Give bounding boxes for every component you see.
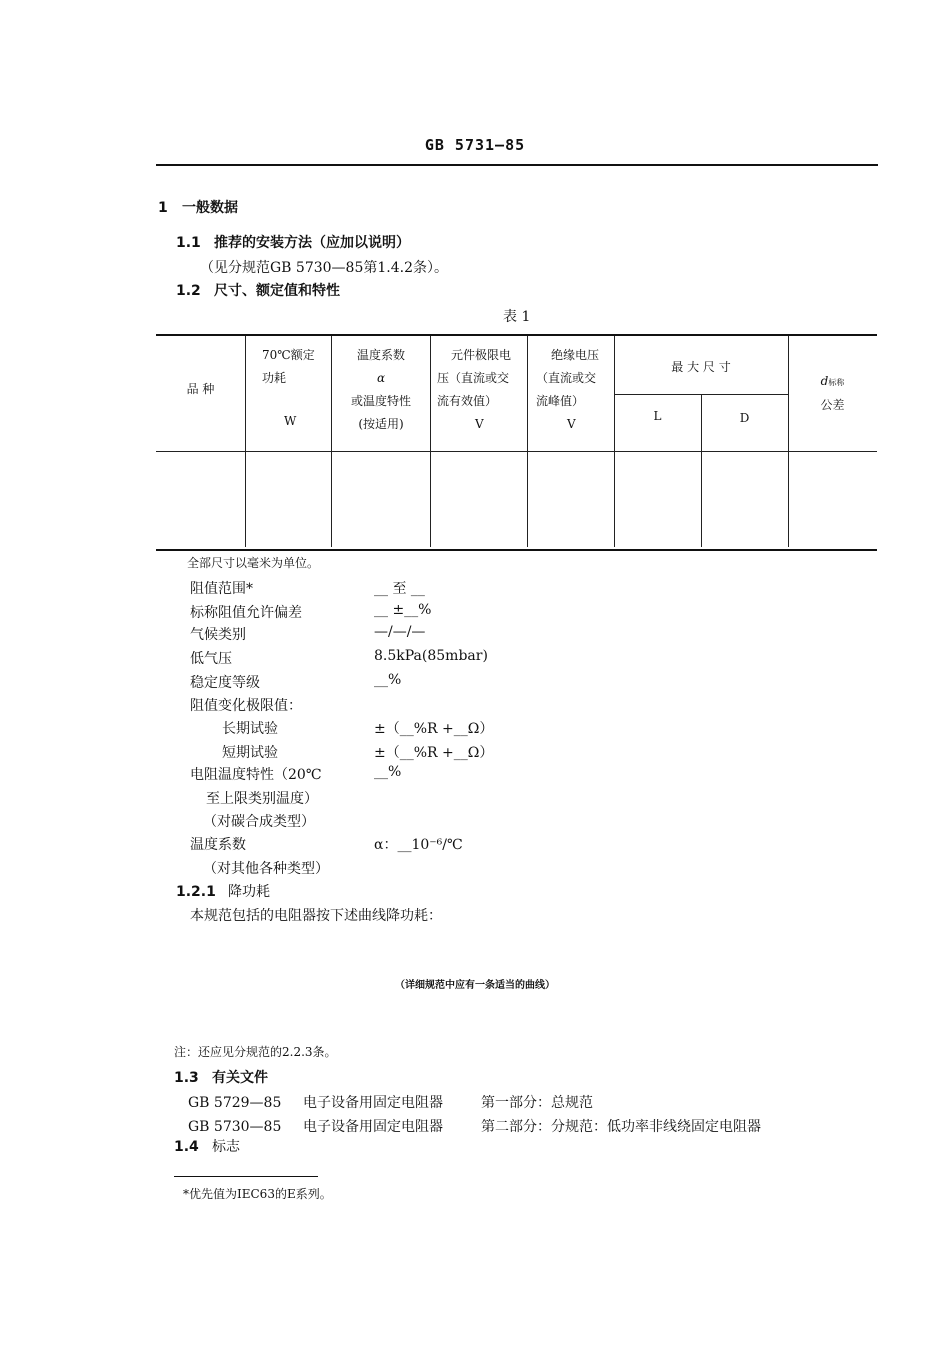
note-clause-223: 注：还应见分规范的2.2.3条。 bbox=[174, 1045, 337, 1059]
table-caption: 表 1 bbox=[503, 309, 531, 325]
param-label: （对其他各种类型） bbox=[203, 861, 329, 877]
param-label: 稳定度等级 bbox=[190, 675, 260, 691]
document-code: GB 5730—85 bbox=[188, 1119, 282, 1135]
param-value: ±（__%R +__Ω） bbox=[374, 721, 494, 737]
param-value: __% bbox=[374, 764, 402, 780]
header-limit-voltage bbox=[432, 344, 527, 436]
table-subheader-rule bbox=[614, 394, 788, 395]
header-line: 流峰值） bbox=[536, 394, 585, 408]
document-part: 第一部分：总规范 bbox=[481, 1095, 593, 1111]
section-1-2-1-heading bbox=[176, 881, 270, 901]
header-unit: W bbox=[284, 414, 297, 428]
table-col-divider bbox=[788, 336, 789, 547]
section-number: 1 bbox=[158, 200, 168, 216]
header-line: 或温度特性 bbox=[350, 394, 411, 408]
table-unit-note: 全部尺寸以毫米为单位。 bbox=[187, 556, 320, 570]
section-title: 尺寸、额定值和特性 bbox=[214, 283, 340, 299]
section-number: 1.4 bbox=[174, 1139, 199, 1155]
table-header-rule bbox=[156, 451, 877, 452]
header-line: (按适用) bbox=[358, 417, 404, 431]
header-d-symbol: d bbox=[820, 374, 829, 388]
param-label: 短期试验 bbox=[222, 745, 278, 761]
table-col-divider bbox=[527, 336, 528, 547]
param-value: —/—/— bbox=[374, 624, 426, 640]
param-label: 标称阻值允许偏差 bbox=[190, 605, 302, 621]
header-rated-power bbox=[248, 344, 328, 433]
param-value: α：__10⁻⁶/℃ bbox=[374, 837, 463, 853]
header-d-subscript: 标称 bbox=[828, 378, 845, 387]
section-title: 标志 bbox=[212, 1139, 240, 1155]
table-col-divider bbox=[430, 336, 431, 547]
header-line: 流有效值） bbox=[437, 394, 498, 408]
footnote-rule bbox=[174, 1176, 318, 1177]
standard-code-header: GB 5731—85 bbox=[424, 136, 526, 154]
param-label: 至上限类别温度） bbox=[206, 791, 318, 807]
section-number: 1.3 bbox=[174, 1070, 199, 1086]
table-col-divider bbox=[331, 336, 332, 547]
param-label: 长期试验 bbox=[222, 721, 278, 737]
section-number: 1.1 bbox=[176, 235, 201, 251]
section-1-2-heading bbox=[176, 280, 340, 300]
section-title: 一般数据 bbox=[182, 200, 238, 216]
header-line: α bbox=[376, 371, 386, 385]
document-name: 电子设备用固定电阻器 bbox=[303, 1095, 443, 1111]
section-1-2-1-body: 本规范包括的电阻器按下述曲线降功耗： bbox=[190, 908, 442, 924]
header-temp-coefficient bbox=[333, 344, 429, 436]
table-col-divider bbox=[245, 336, 246, 547]
document-item bbox=[188, 1116, 761, 1136]
header-d-nominal bbox=[788, 370, 877, 417]
section-1-4-heading bbox=[174, 1136, 240, 1156]
document-item bbox=[188, 1092, 593, 1112]
header-line: 压（直流或交 bbox=[437, 371, 510, 385]
header-max-dimensions: 最 大 尺 寸 bbox=[671, 360, 731, 374]
section-title: 降功耗 bbox=[228, 884, 270, 900]
document-name: 电子设备用固定电阻器 bbox=[303, 1119, 443, 1135]
param-value: 8.5kPa(85mbar) bbox=[374, 648, 488, 664]
section-1-3-heading bbox=[174, 1067, 268, 1087]
section-number: 1.2 bbox=[176, 283, 201, 299]
header-line: 70℃额定 bbox=[262, 348, 315, 362]
section-1-1-body: （见分规范GB 5730—85第1.4.2条）。 bbox=[200, 260, 448, 276]
section-title: 推荐的安装方法（应加以说明） bbox=[214, 235, 410, 251]
param-label: 气候类别 bbox=[190, 627, 246, 643]
header-line: 功耗 bbox=[262, 371, 287, 385]
header-line: 温度系数 bbox=[356, 348, 405, 362]
section-number: 1.2.1 bbox=[176, 884, 216, 900]
header-d-tolerance: 公差 bbox=[820, 398, 845, 412]
header-variety: 品 种 bbox=[186, 382, 215, 396]
header-unit: V bbox=[475, 417, 484, 431]
header-L: L bbox=[653, 409, 662, 423]
param-label: 阻值变化极限值： bbox=[190, 698, 302, 714]
dimensions-ratings-table bbox=[156, 334, 877, 551]
header-line: 绝缘电压 bbox=[551, 348, 600, 362]
header-insulation-voltage bbox=[529, 344, 614, 436]
curve-placeholder-note: （详细规范中应有一条适当的曲线） bbox=[395, 980, 555, 991]
header-line: （直流或交 bbox=[536, 371, 597, 385]
param-label: （对碳合成类型） bbox=[203, 814, 315, 830]
header-line: 元件极限电 bbox=[451, 348, 512, 362]
header-unit: V bbox=[567, 417, 576, 431]
param-value: __ ±__% bbox=[374, 602, 432, 618]
param-value: __ 至 __ bbox=[374, 581, 425, 597]
param-label: 温度系数 bbox=[190, 837, 246, 853]
document-part: 第二部分：分规范：低功率非线绕固定电阻器 bbox=[481, 1119, 761, 1135]
param-value: ±（__%R +__Ω） bbox=[374, 745, 494, 761]
header-rule bbox=[156, 164, 878, 166]
param-value: __% bbox=[374, 672, 402, 688]
section-1-1-heading bbox=[176, 232, 410, 252]
param-label: 电阻温度特性（20℃ bbox=[190, 767, 322, 783]
header-D: D bbox=[739, 411, 750, 425]
param-label: 阻值范围* bbox=[190, 581, 253, 597]
document-code: GB 5729—85 bbox=[188, 1095, 282, 1111]
param-label: 低气压 bbox=[190, 651, 232, 667]
section-title: 有关文件 bbox=[212, 1070, 268, 1086]
section-1-heading bbox=[158, 197, 238, 217]
footnote: *优先值为IEC63的E系列。 bbox=[183, 1187, 332, 1201]
